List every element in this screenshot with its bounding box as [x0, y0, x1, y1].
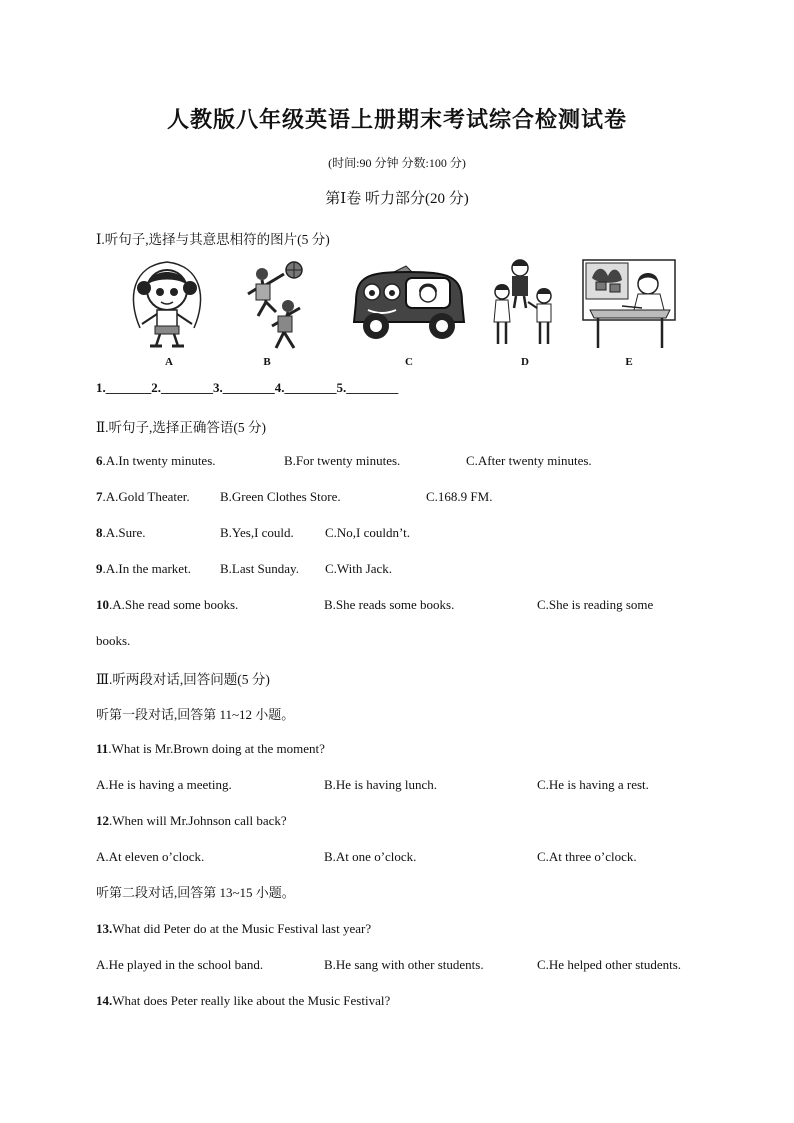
question-text: .What is Mr.Brown doing at the moment?	[108, 741, 325, 756]
children-talking-icon	[488, 258, 560, 350]
question-9: 9.A.In the market.	[96, 561, 191, 576]
boy-studying-at-desk-icon	[582, 258, 676, 350]
option-a: .A.Gold Theater.	[102, 489, 190, 504]
question-6: 6.A.In twenty minutes.	[96, 453, 216, 468]
question-7: 7.A.Gold Theater.	[96, 489, 190, 504]
question-14: 14.What does Peter really like about the Music Festival?	[96, 993, 391, 1008]
dialog-2-instruction: 听第二段对话,回答第 13~15 小题。	[96, 885, 295, 900]
question-text: What does Peter really like about the Music Festival?	[112, 993, 391, 1008]
option-a: .A.Sure.	[102, 525, 146, 540]
question-10-option-b: B.She reads some books.	[324, 597, 455, 612]
part-heading: 第Ⅰ卷 听力部分(20 分)	[325, 191, 469, 207]
question-7-option-c: C.168.9 FM.	[426, 489, 493, 504]
question-11-option-c: C.He is having a rest.	[537, 777, 649, 792]
picture-label-e: E	[625, 356, 633, 368]
question-7-option-b: B.Green Clothes Store.	[220, 489, 341, 504]
question-11-option-a: A.He is having a meeting.	[96, 777, 232, 792]
exam-title: 人教版八年级英语上册期末考试综合检测试卷	[166, 108, 627, 133]
question-9-option-b: B.Last Sunday.	[220, 561, 299, 576]
answer-blanks: 1._______2.________3.________4.________5.________	[96, 380, 399, 395]
question-10-option-c: C.She is reading some	[537, 597, 654, 612]
question-8-option-c: C.No,I couldn’t.	[325, 525, 410, 540]
question-13-option-b: B.He sang with other students.	[324, 957, 484, 972]
question-8: 8.A.Sure.	[96, 525, 146, 540]
picture-label-c: C	[405, 356, 413, 368]
question-6-option-c: C.After twenty minutes.	[466, 453, 592, 468]
option-a: .A.In twenty minutes.	[102, 453, 216, 468]
question-9-option-c: C.With Jack.	[325, 561, 392, 576]
section-3-heading: Ⅲ.听两段对话,回答问题(5 分)	[96, 672, 270, 687]
option-a: .A.She read some books.	[109, 597, 239, 612]
question-8-option-b: B.Yes,I could.	[220, 525, 294, 540]
question-text: .When will Mr.Johnson call back?	[109, 813, 287, 828]
dialog-1-instruction: 听第一段对话,回答第 11~12 小题。	[96, 707, 295, 722]
question-13-option-c: C.He helped other students.	[537, 957, 682, 972]
car-with-driver-icon	[348, 262, 470, 344]
exam-time-score: (时间:90 分钟 分数:100 分)	[328, 156, 466, 170]
picture-label-a: A	[165, 356, 173, 368]
question-12-option-b: B.At one o’clock.	[324, 849, 417, 864]
question-11: 11.What is Mr.Brown doing at the moment?	[96, 741, 325, 756]
question-6-option-b: B.For twenty minutes.	[284, 453, 401, 468]
question-10-option-c-continued: books.	[96, 633, 131, 648]
question-10: 10.A.She read some books.	[96, 597, 239, 612]
picture-label-b: B	[263, 356, 271, 368]
question-13: 13.What did Peter do at the Music Festival last year?	[96, 921, 372, 936]
basketball-players-icon	[236, 260, 308, 352]
girl-jump-rope-icon	[122, 258, 212, 350]
question-11-option-b: B.He is having lunch.	[324, 777, 438, 792]
question-12-option-c: C.At three o’clock.	[537, 849, 637, 864]
section-2-heading: Ⅱ.听句子,选择正确答语(5 分)	[96, 420, 267, 435]
question-13-option-a: A.He played in the school band.	[96, 957, 264, 972]
picture-label-d: D	[521, 356, 529, 368]
section-1-heading: Ⅰ.听句子,选择与其意思相符的图片(5 分)	[96, 232, 330, 247]
question-12: 12.When will Mr.Johnson call back?	[96, 813, 287, 828]
option-a: .A.In the market.	[102, 561, 191, 576]
question-12-option-a: A.At eleven o’clock.	[96, 849, 205, 864]
question-text: What did Peter do at the Music Festival last year?	[112, 921, 372, 936]
